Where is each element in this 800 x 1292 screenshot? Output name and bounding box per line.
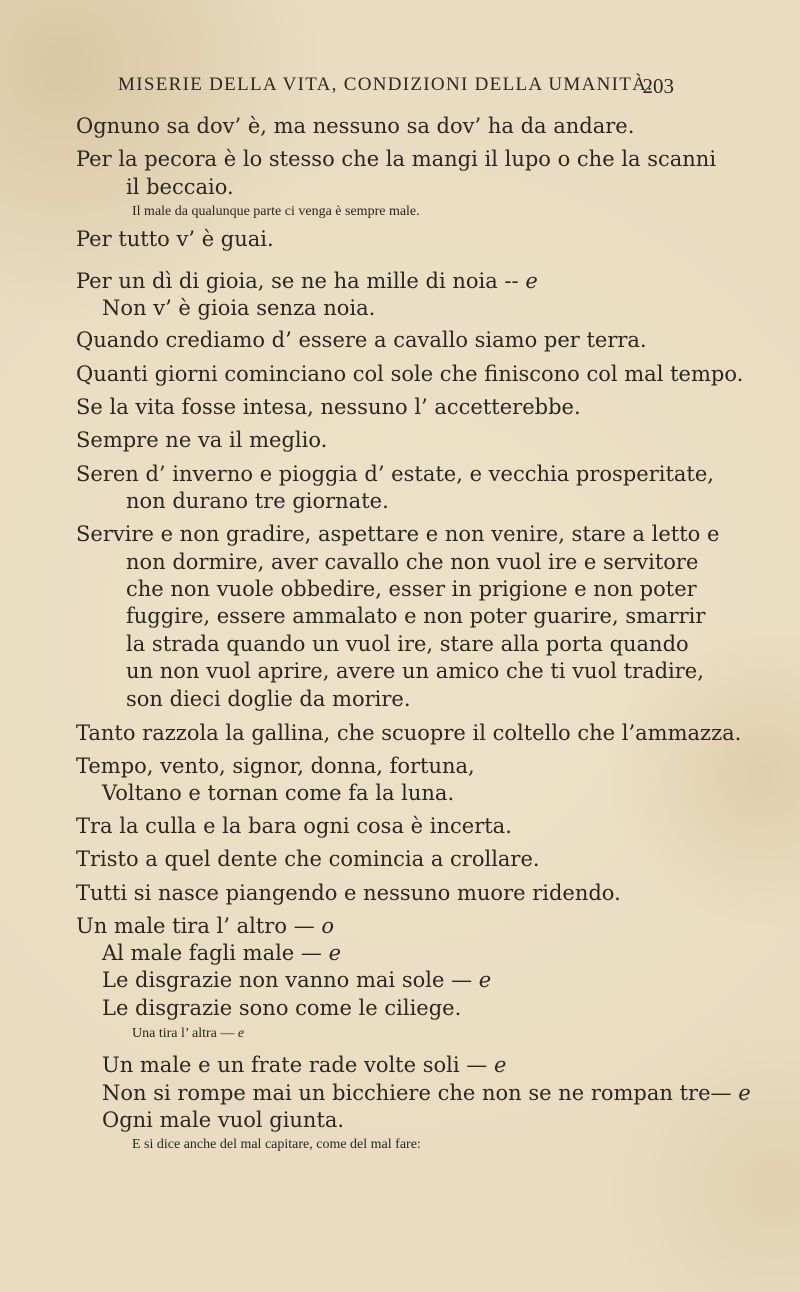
note-line: E si dice anche del mal capitare, come del mal fare:: [132, 1137, 421, 1152]
proverb-line: Voltano e tornan come fa la luna.: [102, 781, 455, 805]
proverb-line: Per tutto v’ è guai.: [76, 227, 274, 251]
proverb-line: Ognuno sa dov’ è, ma nessuno sa dov’ ha da andare.: [76, 114, 635, 138]
proverb-line: Seren d’ inverno e pioggia d’ estate, e vecchia prosperitate,: [76, 462, 714, 486]
connector-word: e: [493, 1053, 507, 1077]
proverb-line: Tutti si nasce piangendo e nessuno muore ridendo.: [76, 881, 621, 905]
proverb-text: Non si rompe mai un bicchiere che non se ne rompan tre—: [102, 1081, 732, 1105]
proverb-line: Sempre ne va il meglio.: [76, 428, 328, 452]
proverb-line: la strada quando un vuol ire, stare alla porta quando: [126, 632, 689, 656]
connector-word: o: [321, 914, 334, 938]
proverb-line: Tristo a quel dente che comincia a crollare.: [76, 847, 540, 871]
connector-word: e: [738, 1081, 751, 1105]
proverb-line: Tra la culla e la bara ogni cosa è incerta.: [76, 814, 512, 838]
proverb-line: [76, 268, 538, 294]
proverb-line: Ogni male vuol giunta.: [102, 1108, 345, 1132]
proverb-text: Un male tira l’ altro —: [76, 914, 315, 938]
proverb-line: fuggire, essere ammalato e non poter guarire, smarrir: [126, 604, 706, 628]
proverb-line: Tempo, vento, signor, donna, fortuna,: [76, 754, 475, 778]
proverb-line: non dormire, aver cavallo che non vuol ire e servitore: [126, 550, 699, 574]
proverb-line: [102, 940, 341, 966]
proverb-line: [102, 1052, 506, 1078]
proverb-line: [102, 967, 491, 993]
proverb-line: Quanti giorni cominciano col sole che finiscono col mal tempo.: [76, 362, 744, 386]
proverb-line: che non vuole obbedire, esser in prigione e non poter: [126, 577, 697, 601]
proverb-text: Al male fagli male —: [102, 941, 322, 965]
proverb-line: son dieci doglie da morire.: [126, 687, 411, 711]
connector-word: e: [237, 1026, 245, 1041]
connector-word: e: [525, 269, 538, 293]
proverb-line: il beccaio.: [126, 175, 234, 199]
connector-word: e: [328, 941, 342, 965]
proverb-line: [102, 1080, 751, 1106]
proverb-line: [76, 913, 334, 939]
proverb-line: Non v’ è gioia senza noia.: [102, 296, 376, 320]
proverb-line: Per la pecora è lo stesso che la mangi il lupo o che la scanni: [76, 147, 717, 171]
running-title: MISERIE DELLA VITA, CONDIZIONI DELLA UMANITÀ.: [118, 74, 654, 95]
note-line: [132, 1025, 244, 1043]
proverb-line: Tanto razzola la gallina, che scuopre il coltello che l’ammazza.: [76, 721, 742, 745]
proverb-text: Per un dì di gioia, se ne ha mille di noia --: [76, 269, 519, 293]
proverb-text: Le disgrazie non vanno mai sole —: [102, 968, 473, 992]
running-header: [118, 74, 678, 100]
page-number: 203: [642, 74, 674, 98]
connector-word: e: [478, 968, 492, 992]
proverb-line: non durano tre giornate.: [126, 489, 389, 513]
proverb-line: Se la vita fosse intesa, nessuno l’ accetterebbe.: [76, 395, 581, 419]
note-text: Una tira l’ altra —: [132, 1026, 235, 1041]
proverb-text: Un male e un frate rade volte soli —: [102, 1053, 488, 1077]
proverb-line: Servire e non gradire, aspettare e non venire, stare a letto e: [76, 522, 720, 546]
proverb-line: un non vuol aprire, avere un amico che ti vuol tradire,: [126, 659, 704, 683]
proverb-line: Le disgrazie sono come le ciliege.: [102, 996, 462, 1020]
proverb-line: Quando crediamo d’ essere a cavallo siamo per terra.: [76, 328, 647, 352]
note-line: Il male da qualunque parte ci venga è sempre male.: [132, 204, 420, 219]
